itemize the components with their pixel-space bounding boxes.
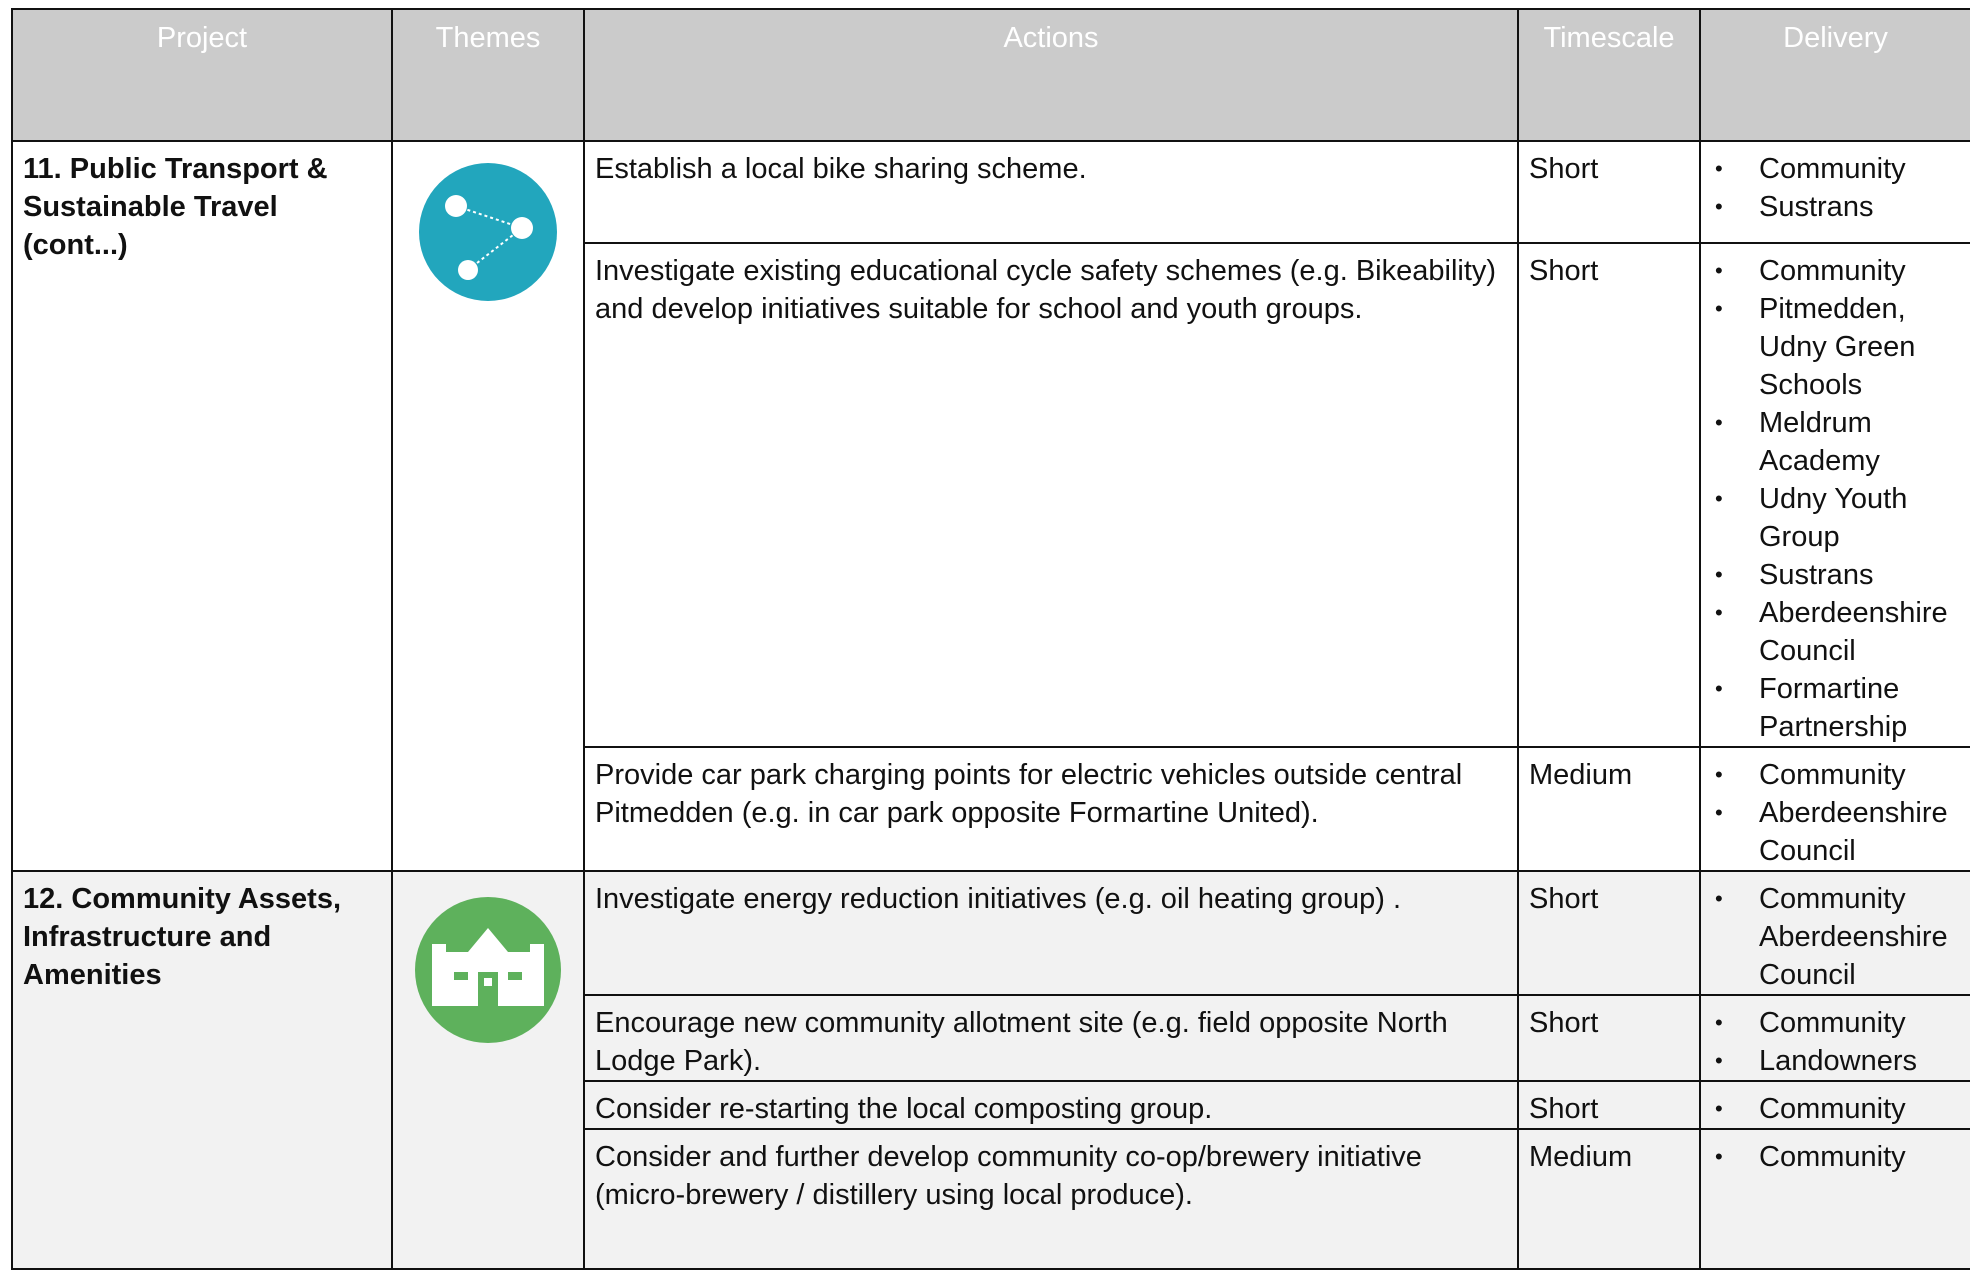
delivery-item: • Community [1701,252,1970,290]
table-row [12,141,1970,243]
header-actions: Actions [584,9,1518,141]
theme-cell [392,871,584,1269]
delivery-list [1700,995,1970,1081]
delivery-item: • Community [1701,150,1970,188]
delivery-item: • Aberdeenshire Council [1701,794,1970,870]
action-text: Establish a local bike sharing scheme. [584,141,1518,243]
delivery-list [1700,871,1970,995]
timescale-text: Short [1518,871,1700,995]
delivery-item: • Sustrans [1701,556,1970,594]
delivery-item: • Udny Youth Group [1701,480,1970,556]
delivery-item: • Sustrans [1701,188,1970,226]
delivery-item: • Community Aberdeenshire Council [1701,880,1970,994]
timescale-text: Short [1518,141,1700,243]
delivery-item: • Community [1701,1138,1970,1176]
delivery-item: • Landowners [1701,1042,1970,1080]
delivery-list [1700,1081,1970,1129]
action-plan-table [11,8,1970,1270]
action-text: Investigate energy reduction initiatives (e.g. oil heating group) . [584,871,1518,995]
project-title: 11. Public Transport & Sustainable Travel (cont...) [12,141,392,871]
header-row [12,9,1970,141]
delivery-list [1700,243,1970,747]
theme-cell [392,141,584,871]
timescale-text: Medium [1518,1129,1700,1269]
action-text: Investigate existing educational cycle safety schemes (e.g. Bikeability) and develop initiatives suitable for school and youth groups. [584,243,1518,747]
delivery-item: • Community [1701,756,1970,794]
delivery-list [1700,747,1970,871]
delivery-list [1700,141,1970,243]
action-text: Consider re-starting the local composting group. [584,1081,1518,1129]
delivery-item: • Community [1701,1004,1970,1042]
timescale-text: Short [1518,1081,1700,1129]
timescale-text: Short [1518,995,1700,1081]
delivery-item: • Pitmedden, Udny Green Schools [1701,290,1970,404]
delivery-list [1700,1129,1970,1269]
header-project: Project [12,9,392,141]
header-timescale: Timescale [1518,9,1700,141]
timescale-text: Medium [1518,747,1700,871]
action-text: Encourage new community allotment site (e.g. field opposite North Lodge Park). [584,995,1518,1081]
delivery-item: • Community [1701,1090,1970,1128]
header-delivery: Delivery [1700,9,1970,141]
table-row [12,871,1970,995]
timescale-text: Short [1518,243,1700,747]
transport-network-icon [418,162,558,307]
action-text: Consider and further develop community co-op/brewery initiative (micro-brewery / distillery using local produce). [584,1129,1518,1269]
project-title: 12. Community Assets, Infrastructure and Amenities [12,871,392,1269]
header-themes: Themes [392,9,584,141]
action-text: Provide car park charging points for electric vehicles outside central Pitmedden (e.g. in car park opposite Formartine United). [584,747,1518,871]
delivery-item: • Formartine Partnership [1701,670,1970,746]
delivery-item: • Aberdeenshire Council [1701,594,1970,670]
community-building-icon [414,896,562,1049]
delivery-item: • Meldrum Academy [1701,404,1970,480]
